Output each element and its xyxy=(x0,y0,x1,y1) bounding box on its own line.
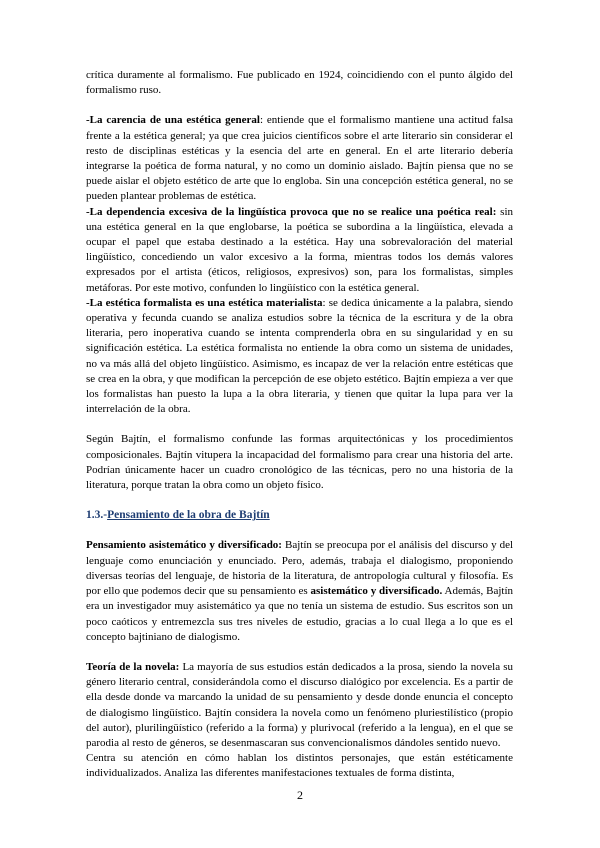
paragraph-lead: Teoría de la novela: xyxy=(86,660,180,673)
critique-text: : se dedica únicamente a la palabra, siendo operativa y fecunda cuando se analiza estudios sobre la técnica de la escritura y de la obra literaria, pero inoperativa cuando se intenta comprenderla obra en su singularidad y en su significación estética. La estética formalista no entiende la obra como un sistema de unidades, no va más allá del objeto lingüístico. Asimismo, es incapaz de ver la relación entre estéticas que se crea en la obra, y que modifican la percepción de ese objeto estético. Bajtín empieza a ver que los formalistas han puesto la lupa a la obra literaria, y tienen que quitar la lupa para ver la interrelación de la obra. xyxy=(86,296,513,416)
document-page xyxy=(86,68,513,782)
spacer xyxy=(86,493,513,508)
critique-text: : entiende que el formalismo mantiene una actitud falsa frente a la estética general; ya que crea juicios científicos sobre el arte literario sin considerar el resto de disciplinas estéticas y la esencia del arte en general. En el arte literario debería integrarse la poética de forma natural, y no como un dominio aislado. Bajtín piensa que no se puede aislar el objeto estético de arte que lo engloba. Sin una concepción estética general, no se pueden plantear problemas de estética. xyxy=(86,114,514,203)
critique-lead: -La estética formalista es una estética materialista xyxy=(86,296,323,309)
section-title: Pensamiento de la obra de Bajtín xyxy=(107,509,270,522)
section-heading xyxy=(86,508,513,523)
spacer xyxy=(86,98,513,113)
section-number: 1.3.- xyxy=(86,509,108,522)
critique-lead: -La carencia de una estética general xyxy=(86,114,260,127)
paragraph-lead: Pensamiento asistemático y diversificado: xyxy=(86,539,282,552)
body-paragraph xyxy=(86,538,513,644)
page-number: 2 xyxy=(297,788,303,802)
critique-item xyxy=(86,205,513,296)
critique-item xyxy=(86,296,513,418)
body-paragraph xyxy=(86,660,513,751)
critique-text: sin una estética general en la que englobarse, la poética se subordina a la lingüística, elevada a ocupar el papel que estaba destinado a la estética. Hay una sobrevaloración del material lingüístico, concediendo un valor excesivo a la forma, mientras todos los demás valores expresados por el artista (éticos, religiosos, expresivos) son, para los formalistas, simples metáforas. Por este motivo, confunden lo lingüístico con la estética general. xyxy=(86,205,513,294)
paragraph-text: Bajtín se preocupa por el análisis del discurso y del lenguaje como enunciación y enunciado. Pero, además, trabaja el dialogismo, proponiendo diversas teorías del lenguaje, de historia de la literatura, de antropología cultural y filosofía. Es por ello que podemos decir que su pensamiento es xyxy=(86,539,514,598)
summary-paragraph: Según Bajtín, el formalismo confunde las formas arquitectónicas y los procedimientos composicionales. Bajtín vitupera la incapacidad del formalismo para crear una historia del arte. Podrían únicamente hacer un cuadro cronológico de las técnicas, pero no una historia de la literatura, porque tratan la obra como un objeto físico. xyxy=(86,433,513,492)
critique-item xyxy=(86,113,513,204)
spacer xyxy=(86,645,513,660)
spacer xyxy=(86,523,513,538)
paragraph-text: La mayoría de sus estudios están dedicados a la prosa, siendo la novela su género literario central, considerándola como el discurso dialógico por excelencia. Es a partir de ella desde donde va marcando la unidad de su pensamiento y desde donde enuncia el concepto de dialogismo lingüístico. Bajtín considera la novela como un fenómeno pluriestilístico (propio del autor), plurilingüístico (referido a la forma) y plurivocal (referido a la lengua), en el que se parodia al resto de géneros, se desenmascaran sus convencionalismos dándoles sentido nuevo. xyxy=(86,660,513,749)
paragraph-emphasis: asistemático y diversificado. xyxy=(310,585,443,598)
intro-paragraph: crítica duramente al formalismo. Fue publicado en 1924, coincidiendo con el punto álgido del formalismo ruso. xyxy=(86,69,513,97)
critique-lead: -La dependencia excesiva de la lingüística provoca que no se realice una poética real: xyxy=(86,205,497,218)
body-paragraph: Centra su atención en cómo hablan los distintos personajes, que están estéticamente individualizados. Analiza las diferentes manifestaciones textuales de forma distinta, xyxy=(86,752,513,780)
paragraph-text: Además, Bajtín era un investigador muy asistemático ya que no tenía un sistema de estudio. Sus escritos son un poco caóticos y entremezcla sus tres niveles de estudio, gracias a lo cual llega a lo que es el concepto bajtiniano de dialogismo. xyxy=(86,585,513,643)
spacer xyxy=(86,417,513,432)
